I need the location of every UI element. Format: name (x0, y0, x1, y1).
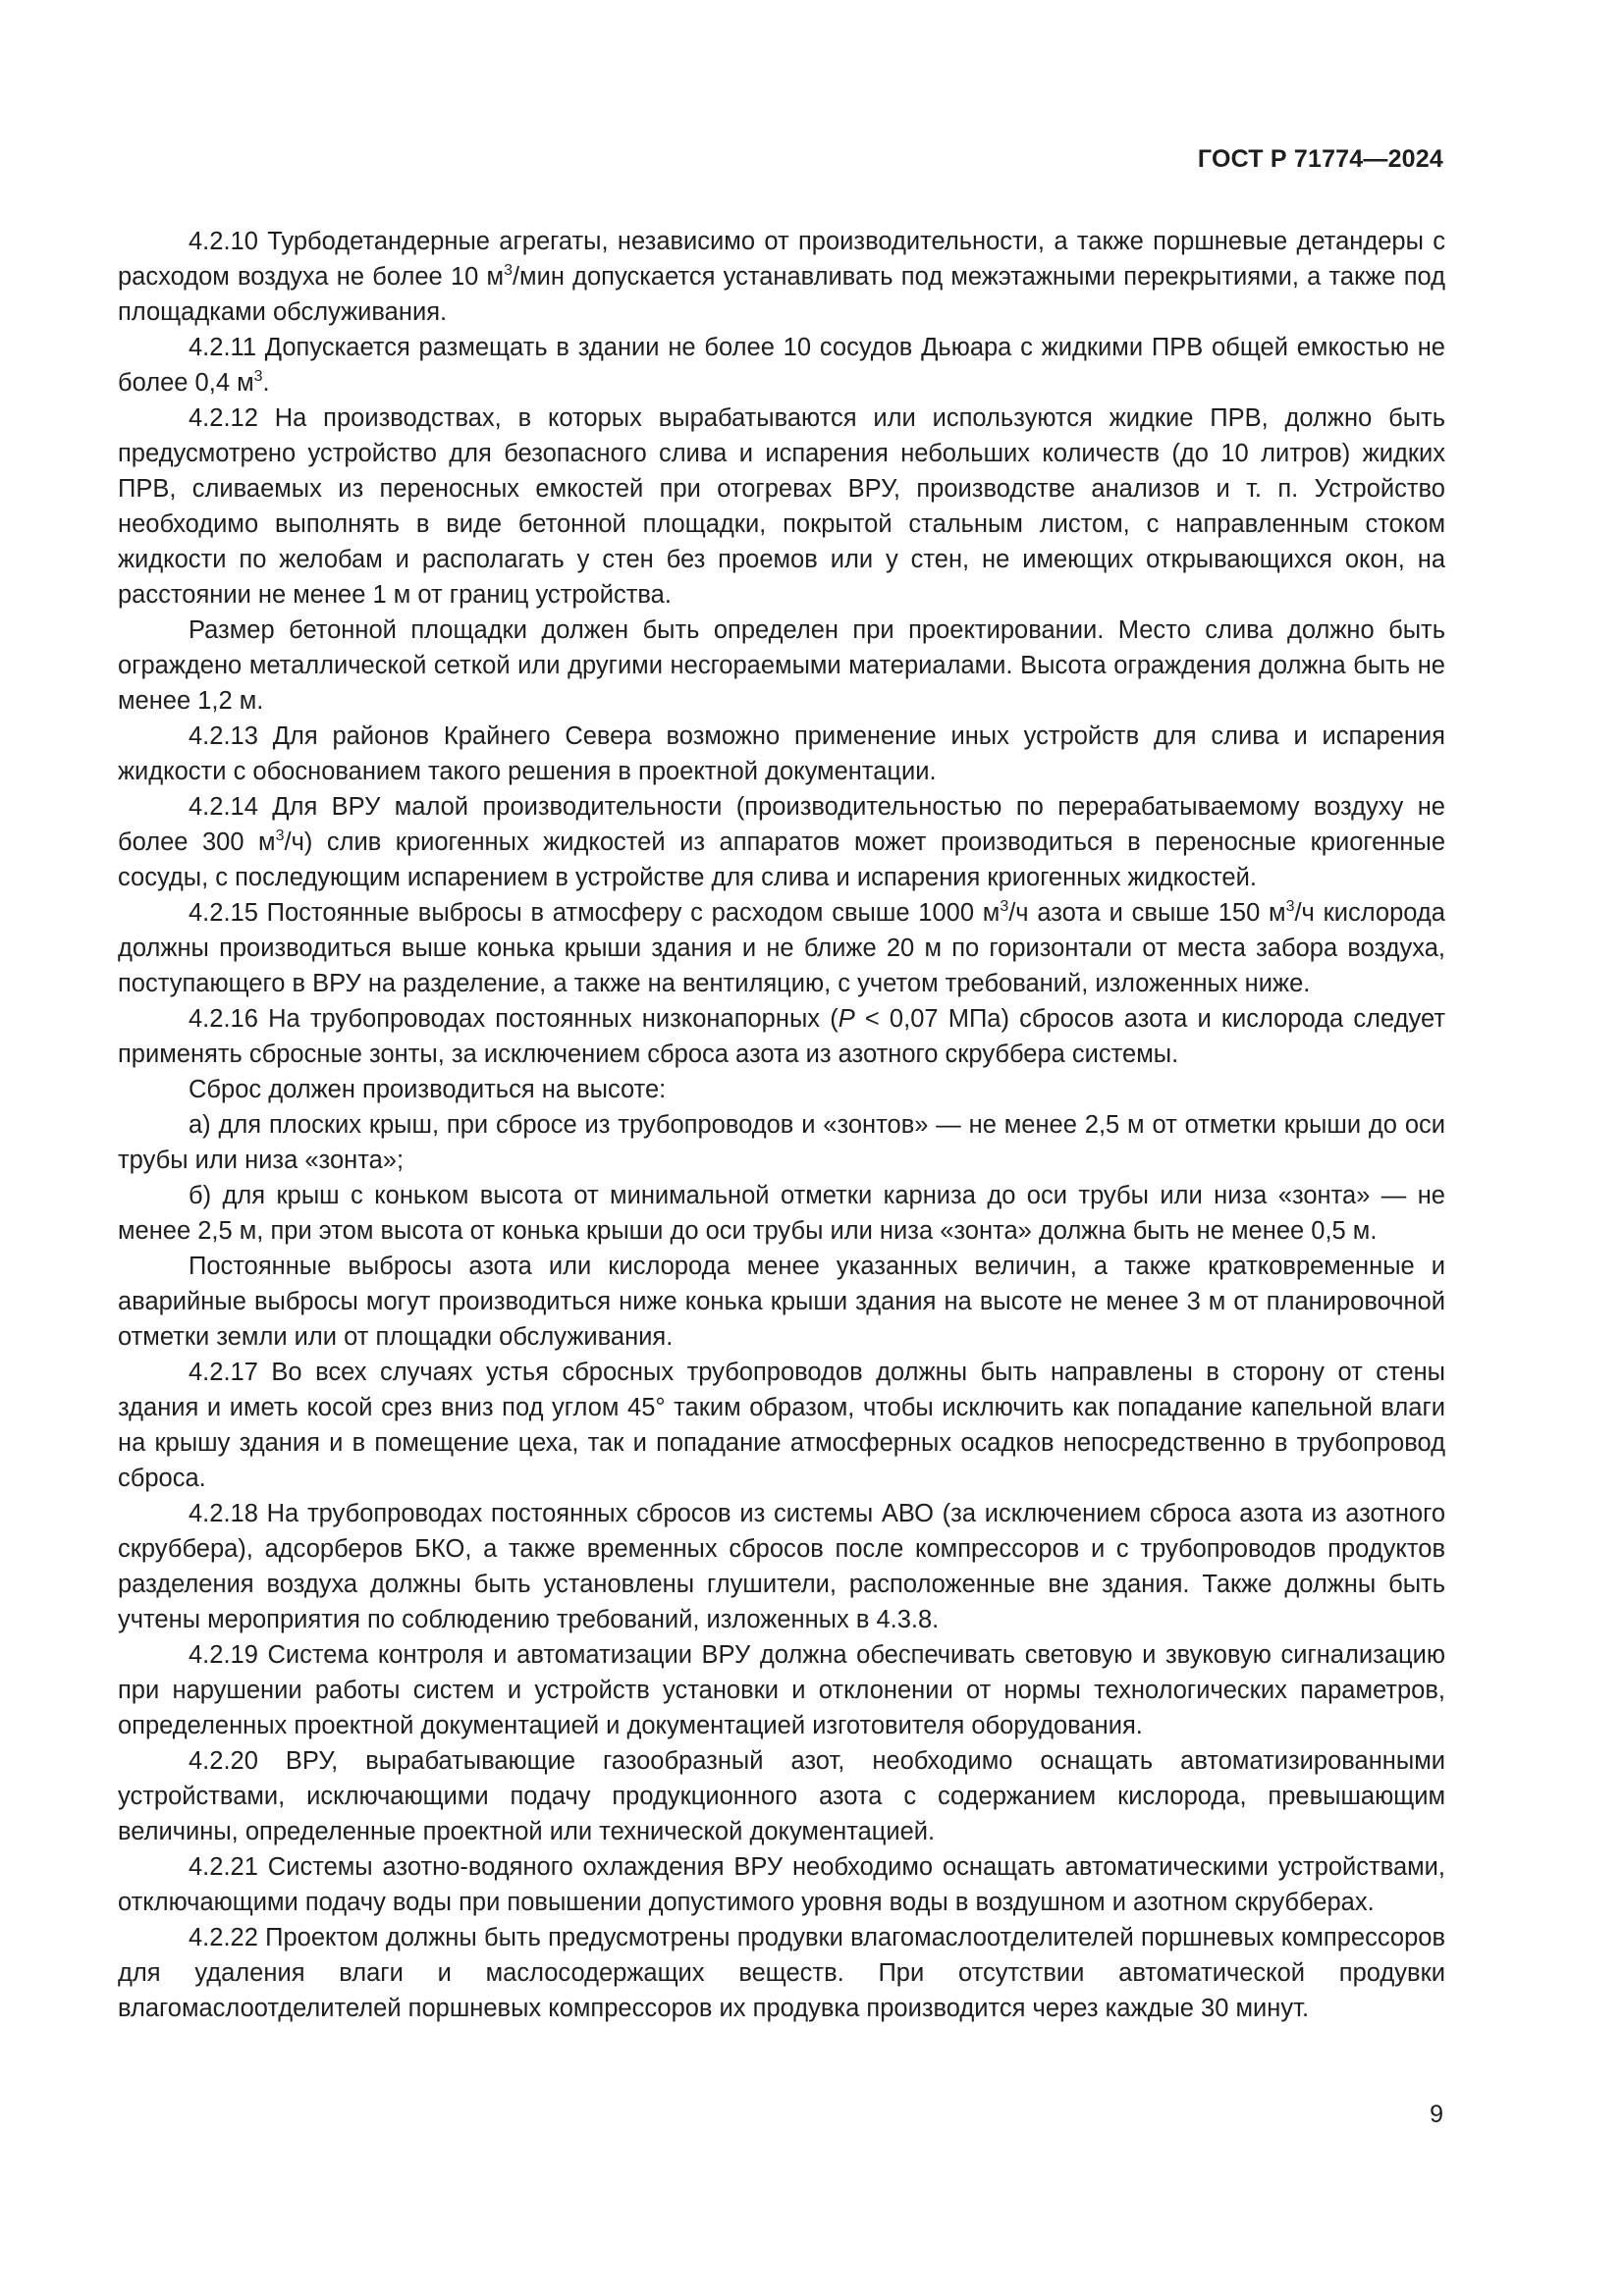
document-body (118, 224, 1445, 2026)
paragraph-4-2-11: 4.2.11 Допускается размещать в здании не более 10 сосудов Дьюара с жидкими ПРВ общей емкостью не более 0,4 $м^3$. (118, 334, 1445, 397)
paragraph-4-2-10: 4.2.10 Турбодетандерные агрегаты, независимо от производительности, а также поршневые детандеры с расходом воздуха не более 10 $м^3$/мин допускается устанавливать под межэтажными перекрытиями, а также под площадками обслуживания. (118, 228, 1446, 326)
paragraph-4-2-14: 4.2.14 Для ВРУ малой производительности (производительностью по перерабатываемому воздуху не более 300 $м^3/ч$) слив криогенных жидкостей из аппаратов может производиться в переносные криогенные сосуды, с последующим испарением в устройстве для слива и испарения криогенных жидкостей. (118, 793, 1446, 891)
document-header: ГОСТ Р 71774—2024 (1197, 145, 1443, 173)
paragraph-4-2-17: 4.2.17 Во всех случаях устья сбросных трубопроводов должны быть направлены в сторону от стены здания и иметь косой срез вниз под углом 45° таким образом, чтобы исключить как попадание капельной влаги на крышу здания и в помещение цеха, так и попадание атмосферных осадков непосредственно в трубопровод сброса. (118, 1359, 1445, 1492)
paragraph-4-2-22: 4.2.22 Проектом должны быть предусмотрены продувки влагомаслоотделителей поршневых компрессоров для удаления влаги и маслосодержащих веществ. При отсутствии автоматической продувки влагомаслоотделителей поршневых компрессоров их продувка производится через каждые 30 минут. (118, 1924, 1445, 2022)
paragraph-4-2-15: 4.2.15 Постоянные выбросы в атмосферу с расходом свыше 1000 $м^3/ч$ азота и свыше 150 $м^3/ч$ кислорода должны производиться выше конька крыши здания и не ближе 20 м по горизонтали от места забора воздуха, поступающего в ВРУ на разделение, а также на вентиляцию, с учетом требований, изложенных ниже. (118, 898, 1445, 997)
paragraph-platform-size: Размер бетонной площадки должен быть определен при проектировании. Место слива должно быть ограждено металлической сеткой или другими несгораемыми материалами. Высота ограждения должна быть не менее 1,2 м. (118, 616, 1445, 715)
paragraph-release-height: Сброс должен производиться на высоте: (189, 1076, 667, 1103)
list-item-b: б) для крыш с коньком высота от минимальной отметки карниза до оси трубы или низа «зонта» — не менее 2,5 м, при этом высота от конька крыши до оси трубы или низа «зонта» должна быть не менее 0,5 м. (118, 1182, 1445, 1245)
paragraph-4-2-12: 4.2.12 На производствах, в которых вырабатываются или используются жидкие ПРВ, должно быть предусмотрено устройство для безопасного слива и испарения небольших количеств (до 10 литров) жидких ПРВ, сливаемых из переносных емкостей при отогревах ВРУ, производстве анализов и т. п. Устройство необходимо выполнять в виде бетонной площадки, покрытой стальным листом, с направленным стоком жидкости по желобам и располагать у стен без проемов или у стен, не имеющих открывающихся окон, на расстоянии не менее 1 м от границ устройства. (118, 404, 1445, 609)
page-number: 9 (1430, 2101, 1443, 2128)
list-item-a: а) для плоских крыш, при сбросе из трубопроводов и «зонтов» — не менее 2,5 м от отметки крыши до оси трубы или низа «зонта»; (118, 1111, 1445, 1174)
paragraph-4-2-16: 4.2.16 На трубопроводах постоянных низконапорных (Р < 0,07 МПа) сбросов азота и кислорода следует применять сбросные зонты, за исключением сброса азота из азотного скруббера системы. (118, 1005, 1445, 1068)
paragraph-4-2-13: 4.2.13 Для районов Крайнего Севера возможно применение иных устройств для слива и испарения жидкости с обоснованием такого решения в проектной документации. (118, 722, 1445, 785)
paragraph-short-releases: Постоянные выбросы азота или кислорода менее указанных величин, а также кратковременные и аварийные выбросы могут производиться ниже конька крыши здания на высоте не менее 3 м от планировочной отметки земли или от площадки обслуживания. (118, 1253, 1445, 1351)
paragraph-4-2-20: 4.2.20 ВРУ, вырабатывающие газообразный азот, необходимо оснащать автоматизированными устройствами, исключающими подачу продукционного азота с содержанием кислорода, превышающим величины, определенные проектной или технической документацией. (118, 1747, 1445, 1845)
paragraph-4-2-21: 4.2.21 Системы азотно-водяного охлаждения ВРУ необходимо оснащать автоматическими устройствами, отключающими подачу воды при повышении допустимого уровня воды в воздушном и азотном скрубберах. (118, 1853, 1445, 1916)
paragraph-4-2-18: 4.2.18 На трубопроводах постоянных сбросов из системы АВО (за исключением сброса азота из азотного скруббера), адсорберов БКО, а также временных сбросов после компрессоров и с трубопроводов продуктов разделения воздуха должны быть установлены глушители, расположенные вне здания. Также должны быть учтены мероприятия по соблюдению требований, изложенных в 4.3.8. (118, 1500, 1445, 1633)
paragraph-4-2-19: 4.2.19 Система контроля и автоматизации ВРУ должна обеспечивать световую и звуковую сигнализацию при нарушении работы систем и устройств установки и отклонении от нормы технологических параметров, определенных проектной документацией и документацией изготовителя оборудования. (118, 1641, 1445, 1739)
